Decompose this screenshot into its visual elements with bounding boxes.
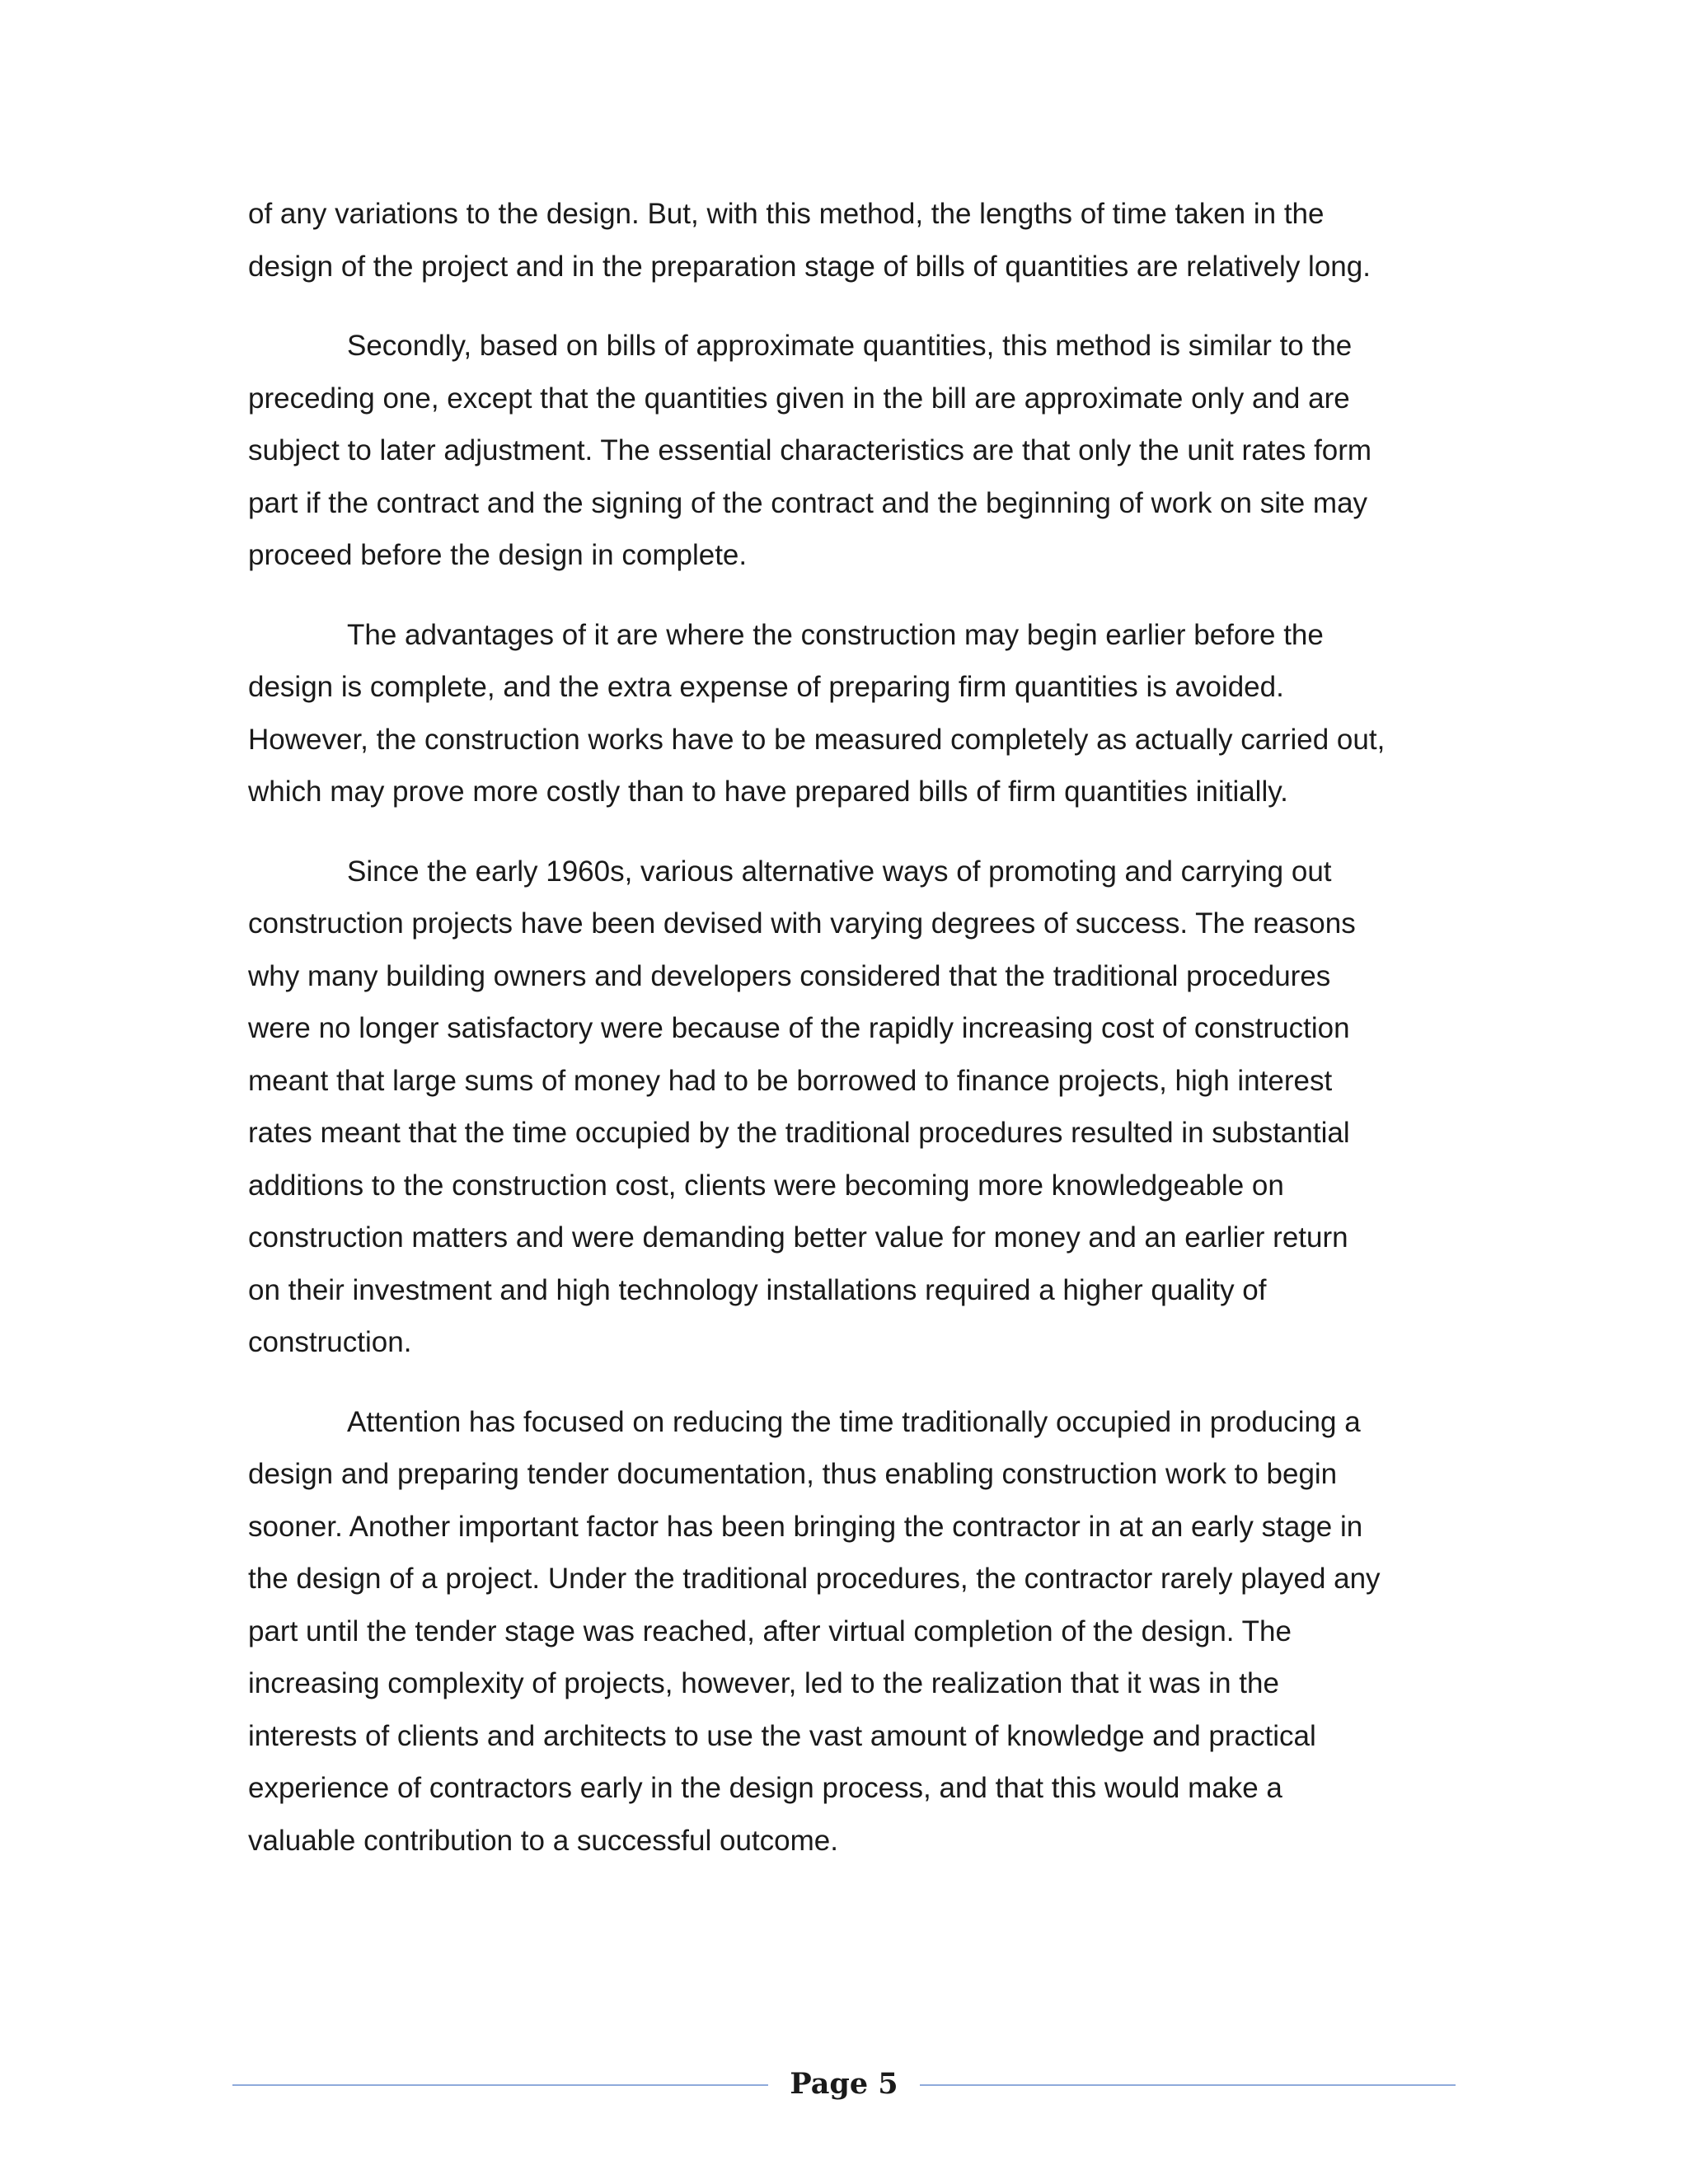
- body-text: [248, 188, 1460, 1894]
- paragraph-2: Secondly, based on bills of approximate quantities, this method is similar to the preceding one, except that the quantities given in the bill are approximate only and are subject to later adjustment. The essential characteristics are that only the unit rates form part if the contract and the signing of the contract and the beginning of work on site may proceed before the design in complete.: [248, 330, 1372, 571]
- page-footer: [232, 2060, 1456, 2110]
- paragraph-5: Attention has focused on reducing the time traditionally occupied in producing a design and preparing tender documentation, thus enabling construction work to begin sooner. Another important factor has been bringing the contractor in at an early stage in the design of a project. Under the traditional procedures, the contractor rarely played any part until the tender stage was reached, after virtual completion of the design. The increasing complexity of projects, however, led to the realization that it was in the interests of clients and architects to use the vast amount of knowledge and practical experience of contractors early in the design process, and that this would make a valuable contribution to a successful outcome.: [248, 1405, 1381, 1857]
- paragraph-1: of any variations to the design. But, with this method, the lengths of time taken in the design of the project and in the preparation stage of bills of quantities are relatively long.: [248, 198, 1371, 283]
- paragraph-3: The advantages of it are where the construction may begin earlier before the design is complete, and the extra expense of preparing firm quantities is avoided. However, the construction works have to be measured completely as actually carried out, which may prove more costly than to have prepared bills of firm quantities initially.: [248, 618, 1386, 808]
- paragraph-4: Since the early 1960s, various alternative ways of promoting and carrying out construction projects have been devised with varying degrees of success. The reasons why many building owners and developers considered that the traditional procedures were no longer satisfactory were because of the rapidly increasing cost of construction meant that large sums of money had to be borrowed to finance projects, high interest rates meant that the time occupied by the traditional procedures resulted in substantial additions to the construction cost, clients were becoming more knowledgeable on construction matters and were demanding better value for money and an earlier return on their investment and high technology installations required a higher quality of construction.: [248, 855, 1356, 1358]
- page-number: Page 5: [790, 2067, 898, 2101]
- footer-rule-right: [920, 2084, 1456, 2086]
- footer-rule-left: [232, 2084, 768, 2086]
